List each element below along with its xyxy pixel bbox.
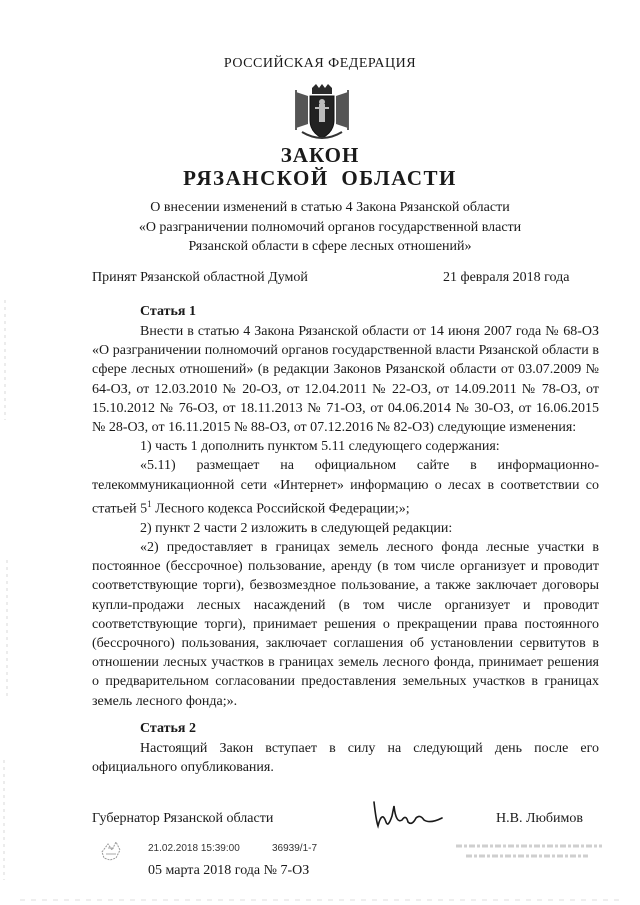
article-2-heading: Статья 2	[140, 721, 196, 736]
subject-line-2: «О разграничении полномочий органов государственной власти	[138, 219, 522, 235]
handwritten-signature-icon	[368, 796, 448, 832]
subject-line-3: Рязанской области в сфере лесных отношений»	[188, 239, 472, 254]
coat-of-arms-icon	[290, 84, 354, 142]
article-1-paragraph-4: «2) предоставляет в границах земель лесного фонда лесные участки в постоянное (бессрочное) пользование, аренду (в том числе организует и проводит соответствующие торги), безвозмездное пользование, а также заключает договоры купли-продажи лесных насаждений (в том числе организует и проводит соответствующие торги), принимает решения о прекращении права постоянного (бессрочного) пользования, заключает соглашения об установлении сервитутов в отношении лесных участков в границах земель лесного фонда, принимает решения о предварительном согласовании предоставления земельных участков в границах земель лесного фонда;».	[92, 539, 599, 709]
inserted-clause-text-end: Лесного кодекса Российской Федерации;»;	[151, 501, 410, 517]
registry-stamp-icon	[98, 838, 124, 864]
article-2-paragraph: Настоящий Закон вступает в силу на следующий день после его официального опубликования.	[92, 741, 599, 776]
article-1-paragraph-2: 1) часть 1 дополнить пунктом 5.11 следующего содержания:	[140, 439, 500, 455]
law-title: ЗАКОН	[280, 143, 360, 167]
faint-stamp-icon	[452, 840, 612, 864]
registration-timestamp: 21.02.2018 15:39:00	[148, 843, 240, 854]
article-1-paragraph-3: 2) пункт 2 части 2 изложить в следующей редакции:	[140, 520, 453, 536]
inserted-clause-superscript: 1	[147, 498, 152, 509]
article-1-heading: Статья 1	[140, 304, 196, 319]
adoption-date: 21 февраля 2018 года	[443, 270, 570, 285]
region-title: РЯЗАНСКОЙ ОБЛАСТИ	[183, 166, 457, 190]
issue-date-number: 05 марта 2018 года № 7-ОЗ	[148, 863, 310, 878]
country-header: РОССИЙСКАЯ ФЕДЕРАЦИЯ	[223, 56, 417, 71]
subject-line-1: О внесении изменений в статью 4 Закона Рязанской области	[150, 200, 510, 215]
law-subject	[120, 198, 540, 257]
governor-title: Губернатор Рязанской области	[92, 811, 274, 826]
article-1-body	[92, 322, 599, 711]
article-2-body	[92, 739, 599, 777]
adopted-by: Принят Рязанской областной Думой	[92, 270, 308, 285]
article-1-inserted-clause	[92, 456, 599, 518]
article-1-paragraph-1: Внести в статью 4 Закона Рязанской области от 14 июня 2007 года № 68-ОЗ «О разграничении полномочий органов государственной власти Рязанской области в сфере лесных отношений» (в редакции Законов Рязанской области от 03.07.2009 № 64-ОЗ, от 12.03.2010 № 20-ОЗ, от 12.04.2011 № 22-ОЗ, от 14.09.2011 № 78-ОЗ, от 15.10.2012 № 76-ОЗ, от 18.11.2013 № 71-ОЗ, от 04.06.2014 № 30-ОЗ, от 16.06.2015 № 28-ОЗ, от 16.11.2015 № 88-ОЗ, от 07.12.2016 № 82-ОЗ) следующие изменения:	[92, 324, 599, 436]
registration-number: 36939/1-7	[272, 843, 318, 854]
inserted-clause-text: «5.11) размещает на официальном сайте в информационно-телекоммуникационной сети «Интернет» информацию о лесах в соответствии со статьей 5	[92, 458, 599, 517]
governor-name: Н.В. Любимов	[496, 811, 583, 826]
